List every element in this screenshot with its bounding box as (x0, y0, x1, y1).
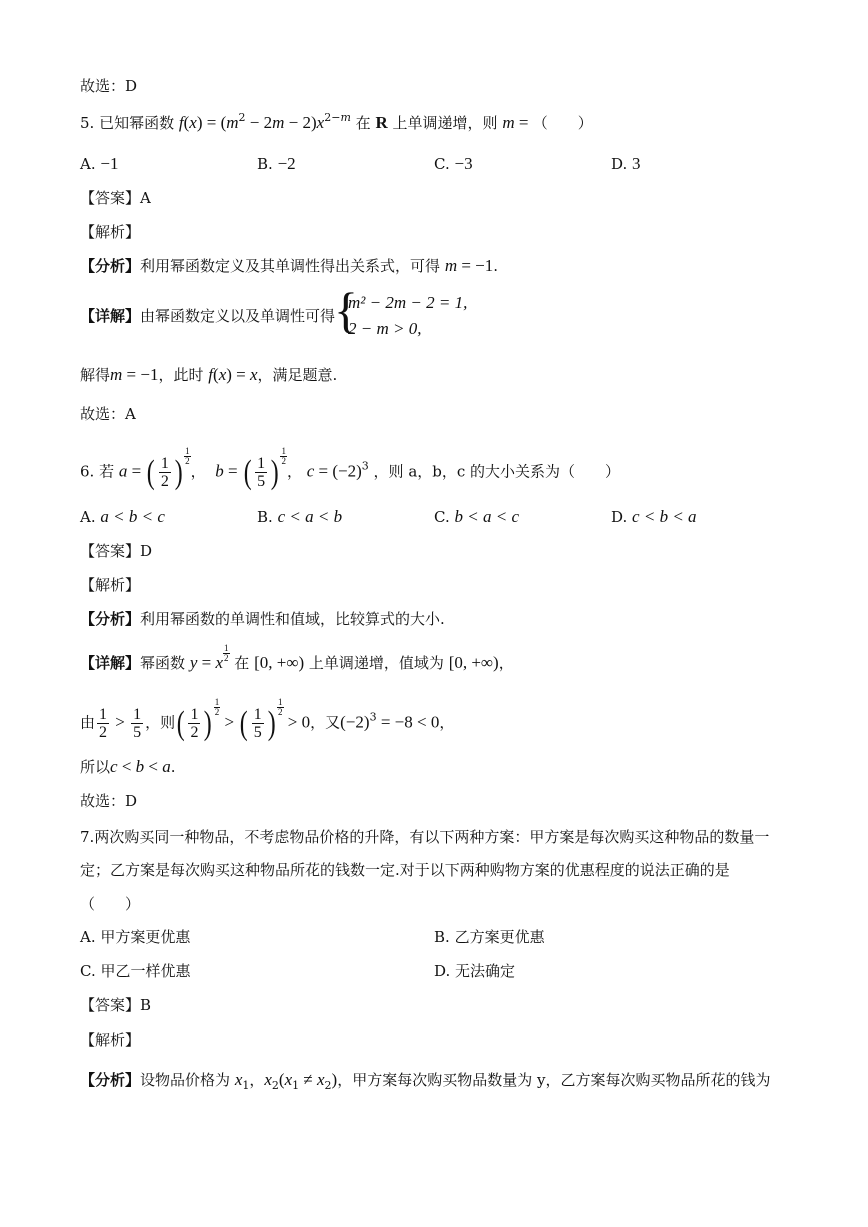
q7-option-b[interactable]: B. 乙方案更优惠 (434, 928, 545, 946)
q6-compare: 由 $\frac{1}{2}$ > $\frac{1}{5}$ ，则( $\frac{1}{2}$ ) $\frac{1}{2}$ > ( $\frac{1}{5}$ ) $\frac{1}{2}$ > 0，又$(-2)^3 = -8 < 0$， (80, 697, 455, 742)
q5-number: 5. (80, 114, 95, 132)
q5-solve: 解得m = −1，此时 f(x) = x，满足题意. (80, 365, 338, 384)
q5-option-d[interactable]: D. 3 (611, 154, 641, 173)
q5-option-a[interactable]: A. −1 (80, 154, 119, 173)
q5-stem: 5. 已知幂函数 $f(x) = (m^2 - 2m - 2)x^{2-m}$ 在 R 上单调递增，则 m = （ ） (80, 111, 593, 132)
q6-option-a[interactable]: A. a < b < c (80, 507, 165, 526)
q7-answer: 【答案】B (80, 996, 152, 1014)
q5-system-brace: { (334, 282, 358, 338)
q6-option-d[interactable]: D. c < b < a (611, 507, 697, 526)
q6-analysis: 【分析】利用幂函数的单调性和值域，比较算式的大小. (80, 610, 445, 628)
q5-answer: 【答案】A (80, 189, 151, 207)
q5-detail: 【详解】由幂函数定义以及单调性可得 (80, 307, 336, 325)
q5-analysis: 【分析】利用幂函数定义及其单调性得出关系式，可得 m = −1. (80, 256, 499, 275)
q6-stem: 6. 若 a = ( $\frac{1}{2}$ ) $\frac{1}{2}$ ， b = ( $\frac{1}{5}$ ) $\frac{1}{2}$ ， $c = (-2)^3$ ，则 a，b，c 的大小关系为（ ） (80, 446, 621, 491)
q5-system-line1: m² − 2m − 2 = 1, (348, 293, 468, 312)
q7-option-c[interactable]: C. 甲乙一样优惠 (80, 962, 191, 980)
q7-option-d[interactable]: D. 无法确定 (434, 962, 516, 980)
q5-function-expr: f (178, 113, 184, 132)
q6-detail: 【详解】幂函数 y = x $\frac{1}{2}$ 在 [0, +∞) 上单调递增，值域为 [0, +∞)， (80, 643, 514, 672)
q6-conclusion: 故选：D (80, 792, 138, 810)
q6-option-b[interactable]: B. c < a < b (257, 507, 343, 526)
q7-option-a[interactable]: A. 甲方案更优惠 (80, 928, 191, 946)
q5-option-b[interactable]: B. −2 (257, 154, 296, 173)
q6-explain-title: 【解析】 (80, 576, 141, 594)
q5-system-line2: 2 − m > 0, (348, 319, 422, 338)
q5-explain-title: 【解析】 (80, 223, 141, 241)
q7-stem-line2: 定；乙方案是每次购买这种物品所花的钱数一定.对于以下两种购物方案的优惠程度的说法正确的是 (80, 861, 730, 879)
q7-stem-line3: （ ） (80, 895, 141, 913)
q6-answer: 【答案】D (80, 542, 153, 560)
q7-analysis: 【分析】设物品价格为 $x_1$，$x_2(x_1 \ne x_2)$，甲方案每次购买物品数量为 y，乙方案每次购买物品所花的钱为 (80, 1070, 771, 1092)
q7-stem-line1: 7.两次购买同一种物品，不考虑物品价格的升降，有以下两种方案：甲方案是每次购买这种物品的数量一 (80, 828, 770, 846)
q5-stem-text: 已知幂函数 (99, 114, 175, 132)
q6-so: 所以c < b < a. (80, 757, 176, 776)
q6-option-c[interactable]: C. b < a < c (434, 507, 519, 526)
q5-option-c[interactable]: C. −3 (434, 154, 473, 173)
q5-conclusion: 故选：A (80, 405, 136, 423)
q4-conclusion: 故选：D (80, 77, 138, 95)
q7-explain-title: 【解析】 (80, 1031, 141, 1049)
